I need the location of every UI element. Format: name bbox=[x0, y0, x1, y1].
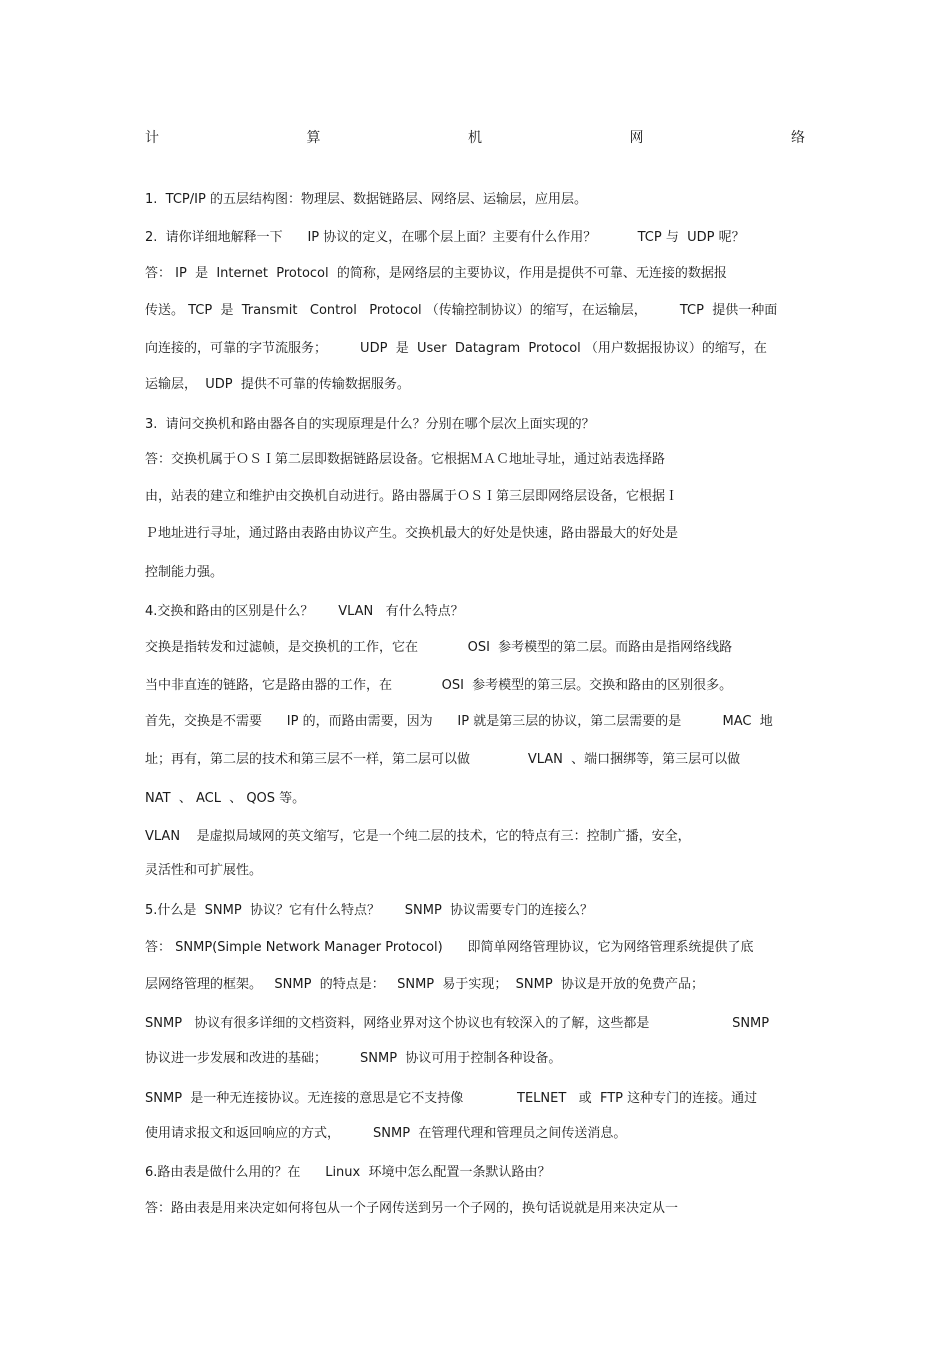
text-line: 2. 请你详细地解释一下 IP 协议的定义，在哪个层上面？主要有什么作用？ TCP 与 UDP 呢？ bbox=[145, 230, 745, 245]
text-line: 运输层， UDP 提供不可靠的传输数据服务。 bbox=[145, 377, 410, 392]
text-line: 向连接的，可靠的字节流服务； UDP 是 User Datagram Protocol （用户数据报协议）的缩写，在 bbox=[145, 341, 767, 356]
text-line: 灵活性和可扩展性。 bbox=[145, 863, 263, 878]
text-line: 答：路由表是用来决定如何将包从一个子网传送到另一个子网的，换句话说就是用来决定从一 bbox=[145, 1201, 679, 1216]
text-line: 1. TCP/IP 的五层结构图：物理层、数据链路层、网络层、运输层，应用层。 bbox=[145, 192, 587, 207]
text-line: 3. 请问交换机和路由器各自的实现原理是什么？分别在哪个层次上面实现的？ bbox=[145, 417, 595, 432]
text-line: Ｐ地址进行寻址，通过路由表路由协议产生。交换机最大的好处是快速，路由器最大的好处是 bbox=[145, 526, 679, 541]
document-title bbox=[145, 127, 805, 147]
text-line: 4.交换和路由的区别是什么？ VLAN 有什么特点？ bbox=[145, 604, 464, 619]
title-char: 机 bbox=[468, 130, 482, 146]
text-line: 答： SNMP(Simple Network Manager Protocol) 即简单网络管理协议，它为网络管理系统提供了底 bbox=[145, 940, 754, 955]
text-line: 址；再有，第二层的技术和第三层不一样，第二层可以做 VLAN 、端口捆绑等，第三层可以做 bbox=[145, 752, 741, 767]
title-char: 络 bbox=[791, 130, 805, 146]
title-char: 算 bbox=[306, 130, 321, 146]
text-line: SNMP 协议有很多详细的文档资料，网络业界对这个协议也有较深入的了解，这些都是 SNMP bbox=[145, 1016, 770, 1031]
text-line: VLAN 是虚拟局域网的英文缩写，它是一个纯二层的技术，它的特点有三：控制广播，安全， bbox=[145, 829, 691, 844]
title-char: 网 bbox=[629, 130, 644, 146]
text-line: NAT 、 ACL 、 QOS 等。 bbox=[145, 791, 306, 806]
text-line: 当中非直连的链路，它是路由器的工作，在 OSI 参考模型的第三层。交换和路由的区别很多。 bbox=[145, 678, 733, 693]
text-line: 答：交换机属于ＯＳＩ第二层即数据链路层设备。它根据ＭＡＣ地址寻址，通过站表选择路 bbox=[145, 452, 666, 467]
text-line: 答： IP 是 Internet Protocol 的简称，是网络层的主要协议，作用是提供不可靠、无连接的数据报 bbox=[145, 266, 727, 281]
text-line: 6.路由表是做什么用的？在 Linux 环境中怎么配置一条默认路由？ bbox=[145, 1165, 551, 1180]
text-line: 控制能力强。 bbox=[145, 565, 224, 580]
text-line: 使用请求报文和返回响应的方式， SNMP 在管理代理和管理员之间传送消息。 bbox=[145, 1126, 627, 1141]
text-line: 传送。 TCP 是 Transmit Control Protocol （传输控制协议）的缩写，在运输层， TCP 提供一种面 bbox=[145, 303, 778, 318]
text-line: SNMP 是一种无连接协议。无连接的意思是它不支持像 TELNET 或 FTP 这种专门的连接。通过 bbox=[145, 1091, 758, 1106]
text-line: 5.什么是 SNMP 协议？它有什么特点？ SNMP 协议需要专门的连接么？ bbox=[145, 903, 594, 918]
text-line: 交换是指转发和过滤帧，是交换机的工作，它在 OSI 参考模型的第二层。而路由是指网络线路 bbox=[145, 640, 733, 655]
title-char: 计 bbox=[145, 130, 159, 146]
text-line: 首先，交换是不需要 IP 的，而路由需要，因为 IP 就是第三层的协议，第二层需要的是 MAC 地 bbox=[145, 714, 773, 729]
text-line: 协议进一步发展和改进的基础； SNMP 协议可用于控制各种设备。 bbox=[145, 1051, 562, 1066]
text-line: 由，站表的建立和维护由交换机自动进行。路由器属于ＯＳＩ第三层即网络层设备，它根据Ｉ bbox=[145, 489, 679, 504]
text-line: 层网络管理的框架。 SNMP 的特点是： SNMP 易于实现； SNMP 协议是开放的免费产品； bbox=[145, 977, 704, 992]
